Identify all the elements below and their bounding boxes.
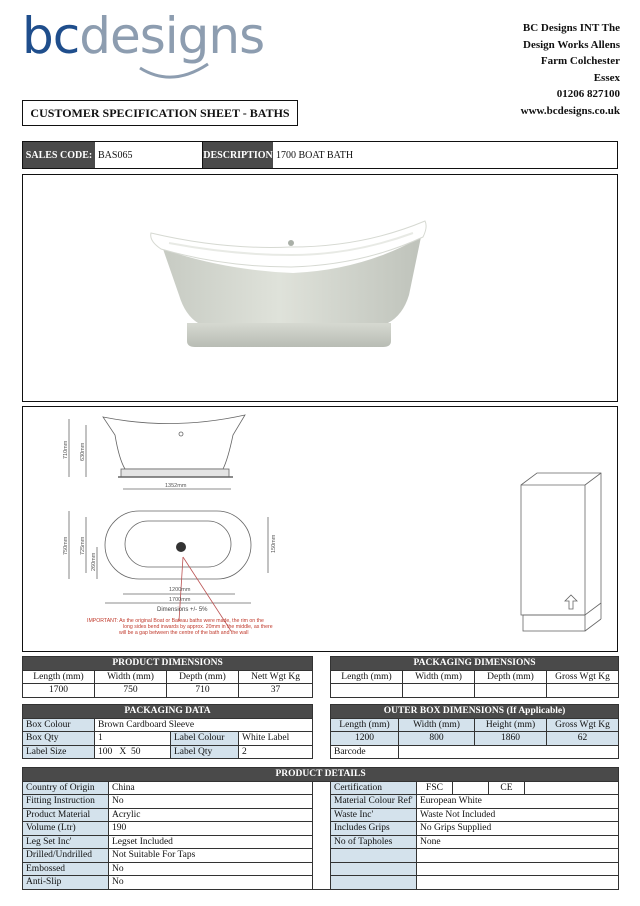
includes-grips-label: Includes Grips <box>331 822 417 836</box>
country-of-origin-label: Country of Origin <box>23 781 109 795</box>
product-material-value: Acrylic <box>109 808 313 822</box>
fitting-instruction-label: Fitting Instruction <box>23 795 109 809</box>
ce-label: CE <box>489 781 525 795</box>
pd-header-length: Length (mm) <box>23 670 95 684</box>
sales-code-bar <box>22 141 618 169</box>
anti-slip-value: No <box>109 876 313 890</box>
spacer <box>313 862 331 876</box>
ob-header-weight: Gross Wgt Kg <box>547 718 619 732</box>
pd-depth: 710 <box>167 684 239 698</box>
volume-value: 190 <box>109 822 313 836</box>
company-line: BC Designs INT The <box>522 22 620 34</box>
spacer <box>313 849 331 863</box>
ob-height: 1860 <box>475 732 547 746</box>
fitting-instruction-value: No <box>109 795 313 809</box>
leg-set-label: Leg Set Inc' <box>23 835 109 849</box>
dim-1700: 1700mm <box>169 597 191 603</box>
technical-drawing <box>22 406 618 652</box>
description-label: DESCRIPTION <box>203 142 273 168</box>
packaging-data-title: PACKAGING DATA <box>23 705 313 719</box>
spacer <box>313 876 331 890</box>
company-website[interactable]: www.bcdesigns.co.uk <box>520 104 620 117</box>
description-value: 1700 BOAT BATH <box>276 149 354 161</box>
company-line: Design Works Allens <box>523 38 620 51</box>
tapholes-value: None <box>417 835 619 849</box>
pk-header-weight: Gross Wgt Kg <box>547 670 619 684</box>
packaging-data-table <box>22 704 313 759</box>
empty-value <box>417 862 619 876</box>
spacer <box>313 808 331 822</box>
pk-weight <box>547 684 619 698</box>
company-phone: 01206 827100 <box>556 88 620 100</box>
waste-inc-label: Waste Inc' <box>331 808 417 822</box>
label-qty-value: 2 <box>239 745 313 759</box>
pd-header-weight: Nett Wgt Kg <box>239 670 313 684</box>
label-qty-label: Label Qty <box>171 745 239 759</box>
ob-width: 800 <box>399 732 475 746</box>
product-details-table <box>22 767 619 890</box>
leg-set-value: Legset Included <box>109 835 313 849</box>
includes-grips-value: No Grips Supplied <box>417 822 619 836</box>
drilled-label: Drilled/Undrilled <box>23 849 109 863</box>
material-colour-value: European White <box>417 795 619 809</box>
spacer <box>313 781 331 795</box>
label-colour-value: White Label <box>239 732 313 746</box>
sales-code-value: BAS065 <box>95 142 203 168</box>
embossed-value: No <box>109 862 313 876</box>
pk-header-length: Length (mm) <box>331 670 403 684</box>
country-of-origin-value: China <box>109 781 313 795</box>
pk-width <box>403 684 475 698</box>
drilled-value: Not Suitable For Taps <box>109 849 313 863</box>
pk-header-depth: Depth (mm) <box>475 670 547 684</box>
anti-slip-label: Anti-Slip <box>23 876 109 890</box>
dim-150: 150mm <box>271 534 277 553</box>
company-address <box>521 20 620 119</box>
dim-710: 710mm <box>63 440 69 459</box>
important-note: will be a gap between the centre of the bath and the wall <box>119 630 249 636</box>
empty-label <box>331 862 417 876</box>
outer-box-table <box>330 704 619 759</box>
sales-code-label: SALES CODE: <box>23 142 95 168</box>
embossed-label: Embossed <box>23 862 109 876</box>
outer-box-title: OUTER BOX DIMENSIONS (If Applicable) <box>331 705 619 719</box>
fsc-value <box>453 781 489 795</box>
ce-value <box>525 781 619 795</box>
sheet-title: CUSTOMER SPECIFICATION SHEET - BATHS <box>22 100 298 126</box>
spacer <box>313 795 331 809</box>
pk-depth <box>475 684 547 698</box>
material-colour-label: Material Colour Ref' <box>331 795 417 809</box>
dim-260: 260mm <box>91 552 97 571</box>
empty-label <box>331 849 417 863</box>
pd-width: 750 <box>95 684 167 698</box>
fsc-label: FSC <box>417 781 453 795</box>
logo-designs: designs <box>79 7 265 65</box>
product-details-title: PRODUCT DETAILS <box>23 768 619 782</box>
pd-length: 1700 <box>23 684 95 698</box>
product-dimensions-table <box>22 656 313 698</box>
dimension-drawing <box>23 407 616 650</box>
dim-1200: 1200mm <box>169 587 191 593</box>
pd-weight: 37 <box>239 684 313 698</box>
barcode-value <box>399 745 619 759</box>
tapholes-label: No of Tapholes <box>331 835 417 849</box>
dimensions-tolerance: Dimensions +/- 5% <box>157 607 208 613</box>
box-qty-label: Box Qty <box>23 732 95 746</box>
spacer <box>313 835 331 849</box>
important-note: IMPORTANT: As the original Boat or Bateau baths were made, the rim on the <box>87 618 264 624</box>
important-note: long sides bend inwards by approx. 20mm in the middle, as there <box>123 624 273 630</box>
company-line: Farm Colchester <box>540 55 620 67</box>
packaging-dimensions-table <box>330 656 619 698</box>
ob-header-width: Width (mm) <box>399 718 475 732</box>
product-photo <box>22 174 618 402</box>
label-size-value: 100 X 50 <box>95 745 171 759</box>
dim-630: 630mm <box>80 442 86 461</box>
ob-weight: 62 <box>547 732 619 746</box>
certification-label: Certification <box>331 781 417 795</box>
box-colour-value: Brown Cardboard Sleeve <box>95 718 313 732</box>
ob-header-height: Height (mm) <box>475 718 547 732</box>
pk-length <box>331 684 403 698</box>
label-colour-label: Label Colour <box>171 732 239 746</box>
pd-header-depth: Depth (mm) <box>167 670 239 684</box>
company-line: Essex <box>593 71 620 84</box>
bc-designs-logo <box>22 6 272 78</box>
empty-label <box>331 876 417 890</box>
product-dimensions-title: PRODUCT DIMENSIONS <box>23 657 313 671</box>
dim-1352: 1352mm <box>165 483 187 489</box>
ob-header-length: Length (mm) <box>331 718 399 732</box>
spacer <box>313 822 331 836</box>
waste-inc-value: Waste Not Included <box>417 808 619 822</box>
boat-bath-image <box>23 175 616 400</box>
barcode-label: Barcode <box>331 745 399 759</box>
pd-header-width: Width (mm) <box>95 670 167 684</box>
product-material-label: Product Material <box>23 808 109 822</box>
packaging-dimensions-title: PACKAGING DIMENSIONS <box>331 657 619 671</box>
label-size-label: Label Size <box>23 745 95 759</box>
ob-length: 1200 <box>331 732 399 746</box>
dim-750: 750mm <box>63 536 69 555</box>
box-colour-label: Box Colour <box>23 718 95 732</box>
logo-bc: bc <box>22 7 80 65</box>
empty-value <box>417 876 619 890</box>
box-qty-value: 1 <box>95 732 171 746</box>
volume-label: Volume (Ltr) <box>23 822 109 836</box>
empty-value <box>417 849 619 863</box>
pk-header-width: Width (mm) <box>403 670 475 684</box>
dim-725: 725mm <box>80 536 86 555</box>
